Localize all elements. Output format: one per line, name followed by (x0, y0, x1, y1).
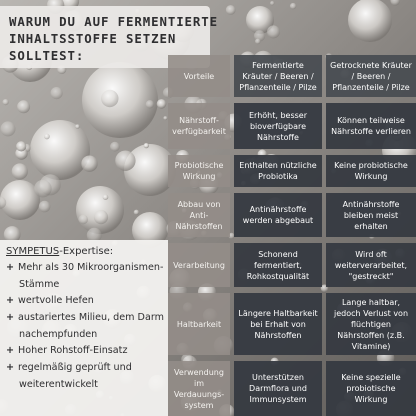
expertise-heading (6, 246, 113, 257)
bubble (134, 210, 139, 215)
bubble (78, 215, 88, 225)
header-label-cell: Vorteile (168, 55, 230, 97)
expertise-item (6, 343, 166, 360)
fermented-cell: Antinährstoffe werden abgebaut (234, 193, 322, 237)
bubble (0, 180, 40, 220)
bubble (226, 5, 236, 15)
expertise-item (6, 310, 166, 344)
header-fermented-cell: Fermentierte Kräuter / Beeren / Pflanzenteile / Pilze (234, 55, 322, 97)
plus-icon: + (6, 362, 15, 373)
expertise-item-continuation: nachempfunden (19, 328, 98, 340)
bubble (17, 100, 30, 113)
row-label-cell: Abbau von Anti-Nährstoffen (168, 193, 230, 237)
expertise-item-text: austariertes Milieu, dem Darm (18, 312, 164, 323)
fermented-cell: Schonend fermentiert, Rohkostqualität (234, 243, 322, 287)
dried-cell: Lange haltbar, jedoch Verlust von flüchtigen Nährstoffen (z.B. Vitamine) (326, 293, 416, 355)
headline-line-1: WARUM DU AUF FERMENTIERTE (9, 14, 218, 29)
row-label-cell: Verwendung im Verdauungs-system (168, 361, 230, 416)
row-label-cell: Haltbarkeit (168, 293, 230, 355)
bubble (270, 1, 274, 5)
row-label-cell: Probiotische Wirkung (168, 155, 230, 187)
fermented-cell: Enthalten nützliche Probiotika (234, 155, 322, 187)
row-label-cell: Verarbeitung (168, 243, 230, 287)
bubble (82, 62, 158, 138)
plus-icon: + (6, 295, 15, 306)
expertise-item-text: Hoher Rohstoff-Einsatz (18, 345, 128, 356)
dried-cell: Keine spezielle probiotische Wirkung (326, 361, 416, 416)
bubble (255, 39, 261, 45)
bubble (34, 180, 52, 198)
dried-cell: Wird oft weiterverarbeitet, "gestreckt" (326, 243, 416, 287)
bubble (51, 87, 63, 99)
bubble (110, 142, 120, 152)
dried-cell: Antinährstoffe bleiben meist erhalten (326, 193, 416, 237)
fermented-cell: Längere Haltbarkeit bei Erhalt von Nährstoffen (234, 293, 322, 355)
bubble (144, 143, 149, 148)
bubble (267, 25, 280, 38)
bubble (163, 116, 167, 120)
fermented-cell: Erhöht, besser bioverfügbare Nährstoffe (234, 103, 322, 149)
bubble (101, 90, 118, 107)
expertise-item (6, 293, 166, 310)
headline-line-2: INHALTSSTOFFE SETZEN (9, 31, 177, 46)
bubble (12, 163, 28, 179)
bubble (290, 3, 296, 9)
dried-cell: Keine probiotische Wirkung (326, 155, 416, 187)
bubble (94, 210, 108, 224)
expertise-heading-suffix: -Expertise: (59, 246, 114, 257)
bubble (39, 201, 51, 213)
bubble (75, 124, 80, 129)
bubble (81, 156, 97, 172)
bubble (157, 99, 167, 109)
bubble (30, 120, 90, 180)
brand-name: SYMPETUS (6, 246, 60, 257)
expertise-item-text: Mehr als 30 Mikroorganismen- (18, 262, 164, 273)
bubble (16, 141, 26, 151)
header-dried-cell: Getrocknete Kräuter / Beeren / Pflanzenteile / Pilze (326, 55, 416, 97)
bubble (146, 100, 154, 108)
expertise-item-continuation: weiterentwickelt (19, 378, 98, 390)
row-label-cell: Nährstoff-verfügbarkeit (168, 103, 230, 149)
bubble (348, 0, 392, 42)
expertise-item (6, 260, 166, 294)
bubble (3, 99, 9, 105)
expertise-panel (0, 240, 168, 416)
expertise-item-text: wertvolle Hefen (18, 295, 94, 306)
expertise-item-continuation: Stämme (19, 278, 60, 290)
plus-icon: + (6, 262, 15, 273)
plus-icon: + (6, 345, 15, 356)
bubble (76, 186, 124, 234)
bubble (44, 134, 50, 140)
bubble (103, 194, 109, 200)
fermented-cell: Unterstützen Darmflora und Immunsystem (234, 361, 322, 416)
expertise-item-text: regelmäßig geprüft und (18, 362, 132, 373)
bubble (115, 151, 135, 171)
headline-line-3: SOLLTEST: (9, 48, 85, 63)
bubble (1, 121, 16, 136)
dried-cell: Können teilweise Nährstoffe verlieren (326, 103, 416, 149)
expertise-item (6, 360, 166, 394)
plus-icon: + (6, 312, 15, 323)
